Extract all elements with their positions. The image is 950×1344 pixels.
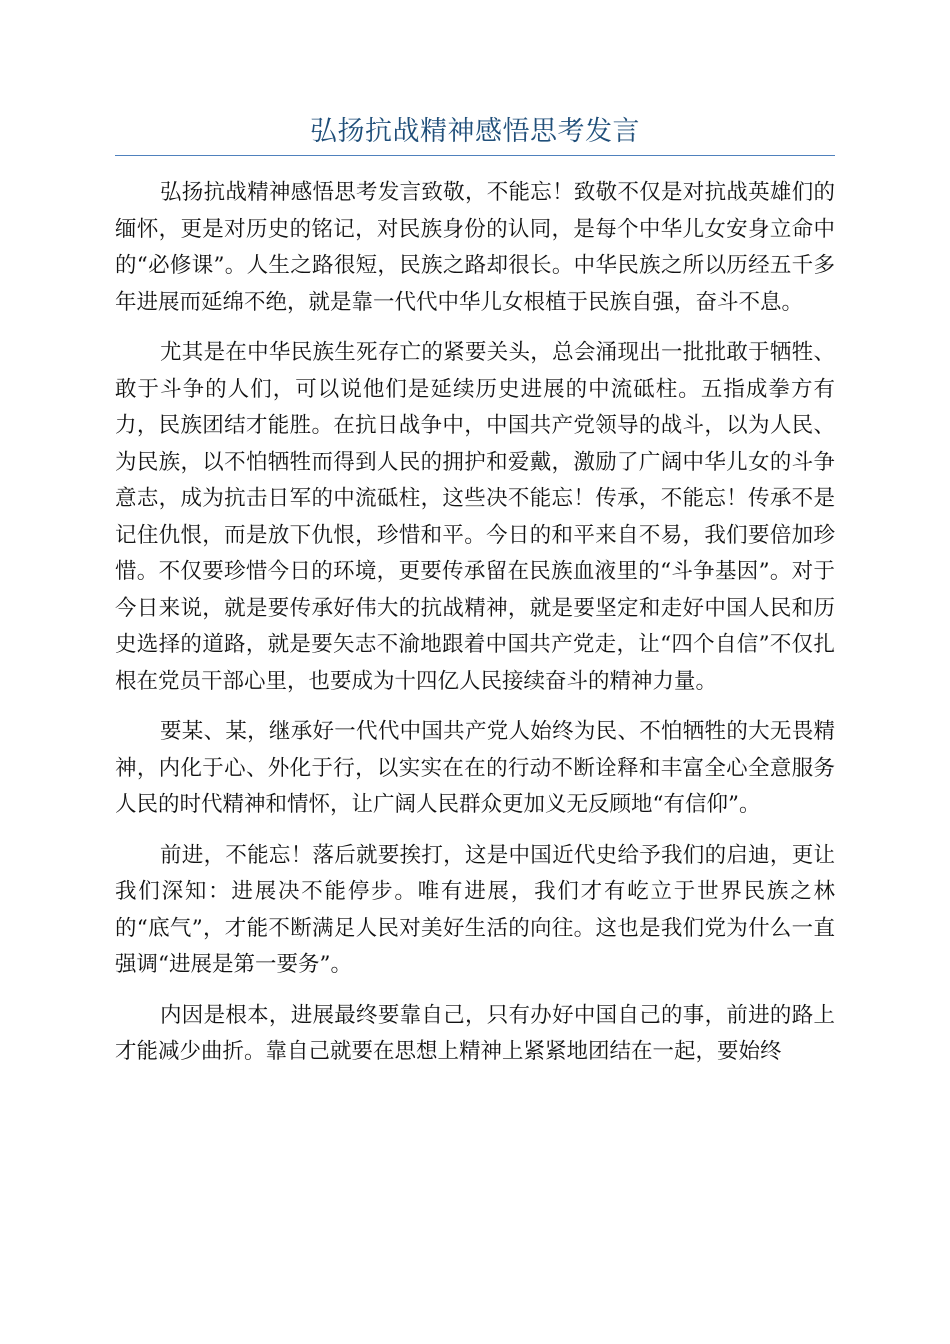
paragraph-1: 弘扬抗战精神感悟思考发言致敬，不能忘！致敬不仅是对抗战英雄们的缅怀，更是对历史的铭记，对民族身份的认同，是每个中华儿女安身立命中的“必修课”。人生之路很短，民族之路却很长。中华民族之所以历经五千多年进展而延绵不绝，就是靠一代代中华儿女根植于民族自强，奋斗不息。: [115, 180, 835, 315]
title-underline: [115, 155, 835, 156]
document-body: [115, 175, 835, 1085]
paragraph-2: 尤其是在中华民族生死存亡的紧要关头，总会涌现出一批批敢于牺牲、敢于斗争的人们，可以说他们是延续历史进展的中流砥柱。五指成拳方有力，民族团结才能胜。在抗日战争中，中国共产党领导的战斗，以为人民、为民族，以不怕牺牲而得到人民的拥护和爱戴，激励了广阔中华儿女的斗争意志，成为抗击日军的中流砥柱，这些决不能忘！传承，不能忘！传承不是记住仇恨，而是放下仇恨，珍惜和平。今日的和平来自不易，我们要倍加珍惜。不仅要珍惜今日的环境，更要传承留在民族血液里的“斗争基因”。对于今日来说，就是要传承好伟大的抗战精神，就是要坚定和走好中国人民和历史选择的道路，就是要矢志不渝地跟着中国共产党走，让“四个自信”不仅扎根在党员干部心里，也要成为十四亿人民接续奋斗的精神力量。: [115, 340, 835, 694]
paragraph-3: 要某、某，继承好一代代中国共产党人始终为民、不怕牺牲的大无畏精神，内化于心、外化于行，以实实在在的行动不断诠释和丰富全心全意服务人民的时代精神和情怀，让广阔人民群众更加义无反顾地“有信仰”。: [115, 719, 835, 817]
document-title: 弘扬抗战精神感悟思考发言: [310, 116, 640, 147]
paragraph-4: 前进，不能忘！落后就要挨打，这是中国近代史给予我们的启迪，更让我们深知：进展决不能停步。唯有进展，我们才有屹立于世界民族之林的“底气”，才能不断满足人民对美好生活的向往。这也是我们党为什么一直强调“进展是第一要务”。: [115, 842, 835, 977]
paragraph-5: 内因是根本，进展最终要靠自己，只有办好中国自己的事，前进的路上才能减少曲折。靠自己就要在思想上精神上紧紧地团结在一起，要始终: [115, 1002, 835, 1064]
